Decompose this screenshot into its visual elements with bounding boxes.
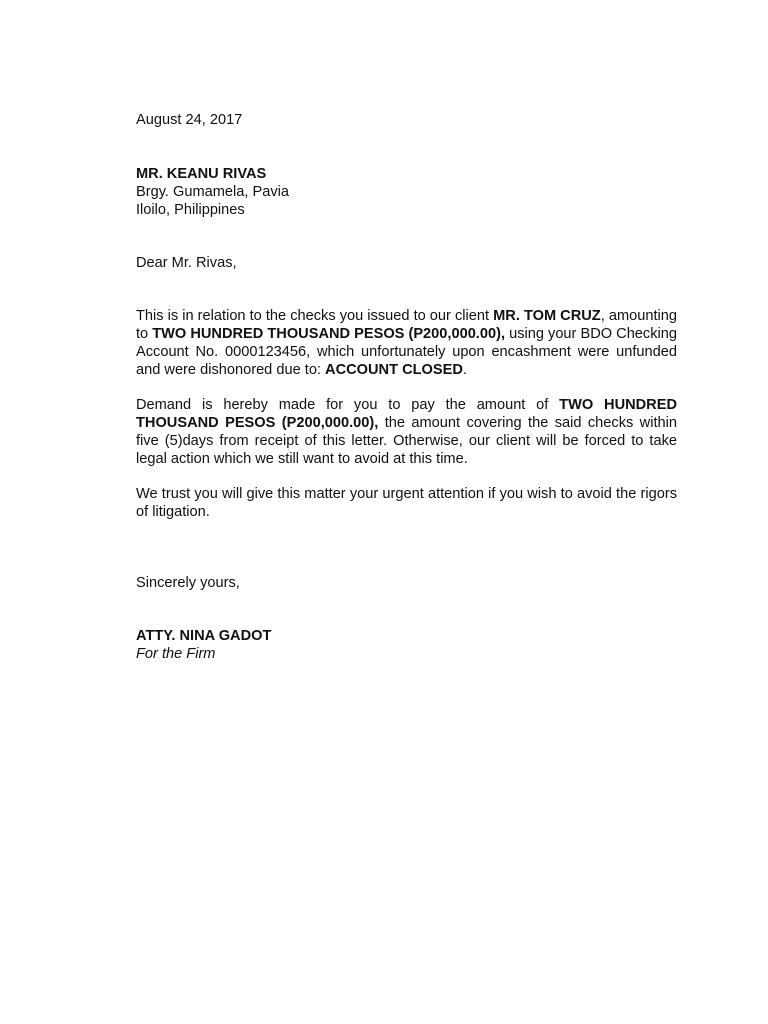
signatory-name: ATTY. NINA GADOT [136, 628, 272, 644]
paragraph-1-text-1: This is in relation to the checks you issued to our client [136, 308, 494, 324]
recipient-address-line1: Brgy. Gumamela, Pavia [136, 184, 290, 200]
client-name: MR. TOM CRUZ [493, 308, 601, 324]
letter-date: August 24, 2017 [136, 112, 243, 128]
paragraph-1-text-3: using your BDO Checking Account No. 0000123456, which unfortunately upon encashment were unfunded and were dishonored due to: [136, 326, 677, 378]
signature-block [136, 627, 677, 663]
paragraph-3: We trust you will give this matter your urgent attention if you wish to avoid the rigors of litigation. [136, 486, 677, 520]
salutation: Dear Mr. Rivas, [136, 255, 237, 271]
dishonor-reason: ACCOUNT CLOSED [325, 362, 463, 378]
paragraph-2 [136, 396, 677, 468]
paragraph-1-text-4: . [462, 362, 467, 378]
signatory-title: For the Firm [136, 646, 216, 662]
paragraph-2-text-1: Demand is hereby made for you to pay the amount of [136, 397, 560, 413]
paragraph-2-text-2: the amount covering the said checks within five (5)days from receipt of this letter. Otherwise, our client will be forced to take legal action which we still want to avoid at this time. [136, 415, 677, 467]
recipient-address-line2: Iloilo, Philippines [136, 202, 245, 218]
closing: Sincerely yours, [136, 575, 240, 591]
demand-amount: TWO HUNDRED THOUSAND PESOS (P200,000.00), [136, 397, 677, 431]
recipient-block [136, 165, 677, 219]
amount-due: TWO HUNDRED THOUSAND PESOS (P200,000.00), [152, 326, 506, 342]
paragraph-1 [136, 307, 677, 379]
demand-letter [136, 111, 677, 663]
recipient-name: MR. KEANU RIVAS [136, 166, 267, 182]
paragraph-1-text-2: , amounting to [136, 308, 677, 342]
